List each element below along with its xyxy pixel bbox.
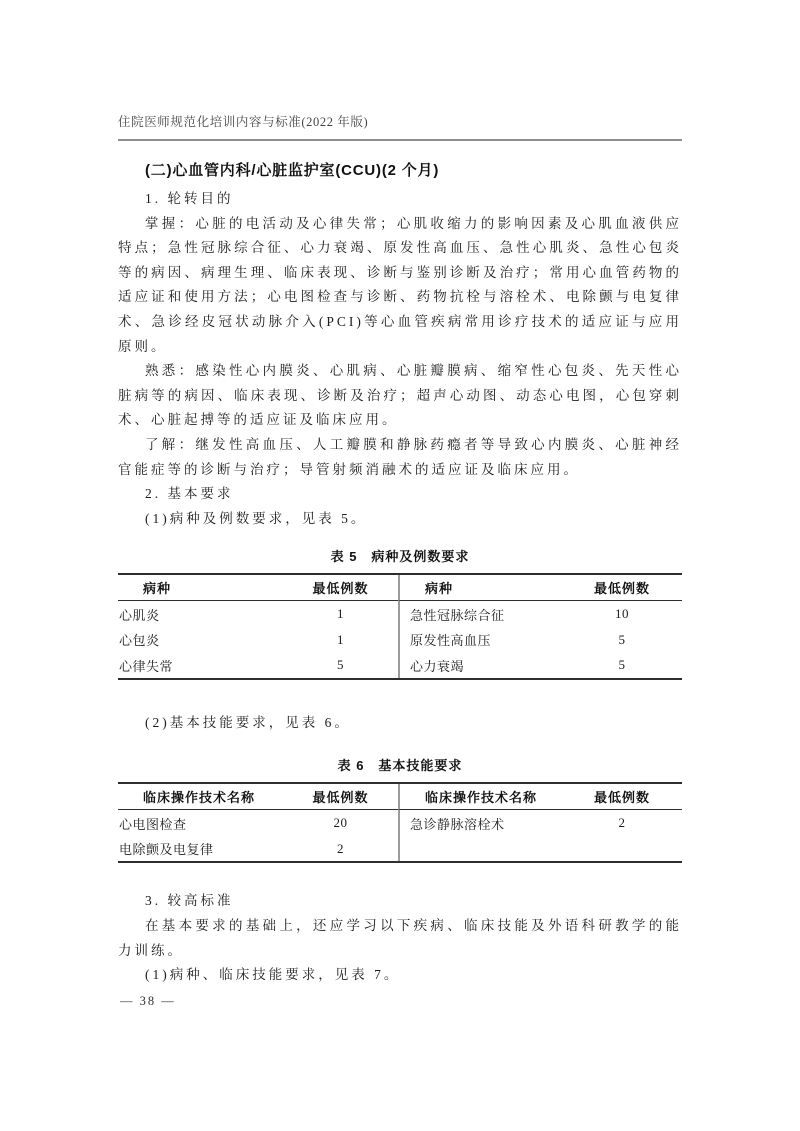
data-cell: 2 [337,840,344,856]
heading-higher-standard: 3. 较高标准 [145,893,234,909]
running-header: 住院医师规范化培训内容与标准(2022 年版) [118,112,682,141]
data-cell: 5 [337,657,344,673]
header-cell: 临床操作技术名称 [118,784,283,810]
header-cell: 病种 [118,575,283,601]
heading-rotation-purpose: 1. 轮转目的 [145,191,234,206]
data-cell: 5 [618,631,626,647]
data-cell: 电除颤及电复律 [119,842,214,858]
header-cell: 最低例数 [283,784,398,810]
data-cell [398,836,562,862]
data-cell: 心电图检查 [119,816,187,832]
header-cell: 最低例数 [283,575,398,601]
data-cell: 心肌炎 [119,607,160,623]
table-6-title: 表 6 基本技能要求 [337,758,463,774]
data-cell: 心包炎 [119,633,160,649]
paragraph-higher-intro: 在基本要求的基础上，还应学习以下疾病、临床技能及外语科研教学的能力训练。 [118,918,682,958]
data-cell: 20 [333,815,348,831]
line-disease-requirement-ref: (1)病种及例数要求，见表 5。 [145,510,368,526]
data-cell: 急性冠脉综合征 [398,601,562,627]
heading-basic-requirements: 2. 基本要求 [145,486,234,502]
paragraph-understand: 了解：继发性高血压、人工瓣膜和静脉药瘾者等导致心内膜炎、心脏神经官能症等的诊断与治疗；导管射频消融术的适应证及临床应用。 [118,436,682,477]
line-higher-requirement-ref: (1)病种、临床技能要求，见表 7。 [145,967,401,983]
table-5-title: 表 5 病种及例数要求 [330,549,470,565]
data-cell [562,836,682,862]
section-title: (二)心血管内科/心脏监护室(CCU)(2 个月) [145,162,440,179]
data-cell: 心力衰竭 [398,652,562,678]
data-cell: 2 [618,815,626,831]
header-cell: 临床操作技术名称 [398,784,562,810]
header-cell: 最低例数 [562,784,682,810]
line-skill-requirement-ref: (2)基本技能要求，见表 6。 [145,714,351,730]
data-cell: 1 [337,631,344,647]
header-cell: 病种 [398,575,562,601]
header-cell: 最低例数 [562,575,682,601]
data-cell: 5 [618,657,626,673]
data-cell: 急诊静脉溶栓术 [398,810,562,836]
paragraph-familiar: 熟悉：感染性心内膜炎、心肌病、心脏瓣膜病、缩窄性心包炎、先天性心脏病等的病因、临床表现、诊断及治疗；超声心动图、动态心电图，心包穿刺术、心脏起搏等的适应证及临床应用。 [118,363,682,428]
data-cell: 1 [337,606,344,622]
table-5 [118,573,682,680]
data-cell: 10 [615,606,629,622]
paragraph-master: 掌握：心脏的电活动及心律失常；心肌收缩力的影响因素及心肌血液供应特点；急性冠脉综合征、心力衰竭、原发性高血压、急性心肌炎、急性心包炎等的病因、病理生理、临床表现、诊断与鉴别诊断及治疗；常用心血管药物的适应证和使用方法；心电图检查与诊断、药物抗栓与溶栓术、电除颤与电复律术、急诊经皮冠状动脉介入(PCI)等心血管疾病常用诊疗技术的适应证与应用原则。 [118,215,682,354]
page-number: — 38 — [120,993,176,1008]
table-6 [118,782,682,863]
data-cell: 原发性高血压 [398,627,562,653]
page-content [118,0,682,1009]
data-cell: 心律失常 [119,658,174,674]
